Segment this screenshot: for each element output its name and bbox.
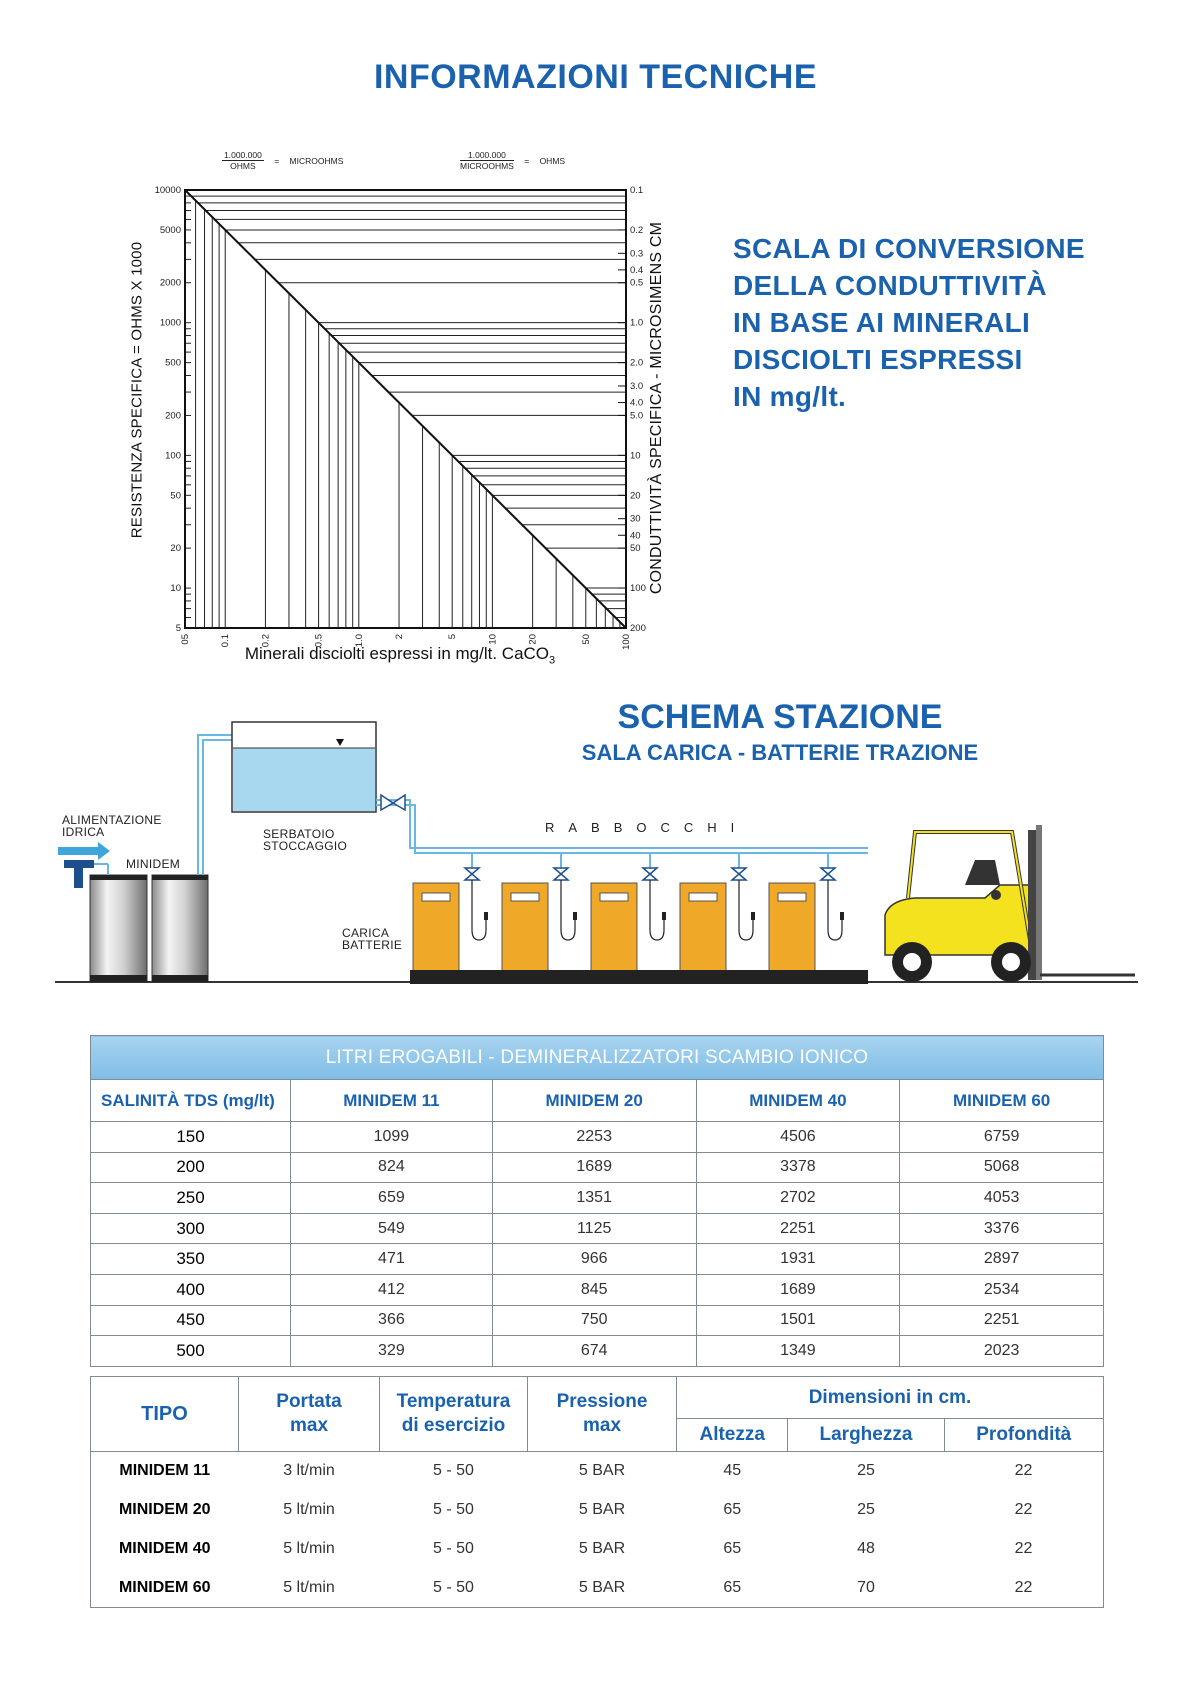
table-cell: 22 [1014, 1501, 1033, 1519]
table-cell: 845 [492, 1274, 696, 1305]
schema-subtitle: SALA CARICA - BATTERIE TRAZIONE [581, 740, 979, 765]
refill-hose [739, 880, 753, 940]
hose-nozzle [751, 912, 755, 920]
liters-table-body [91, 1122, 1104, 1367]
col-header-portata: Portata max [239, 1377, 380, 1452]
storage-tank [232, 722, 376, 812]
y2-tick-label: 1.0 [630, 317, 644, 329]
formula-right-result: OHMS [539, 155, 566, 166]
x-tick-label: 1.0 [353, 634, 365, 648]
y2-tick-label: 3.0 [630, 380, 644, 392]
page-title: INFORMAZIONI TECNICHE [373, 58, 818, 96]
col-header: MINIDEM 60 [900, 1080, 1104, 1122]
col-header-dimensioni: Dimensioni in cm. [677, 1377, 1104, 1419]
table-cell: 4506 [696, 1122, 900, 1153]
y-tick-label: 5000 [159, 224, 181, 236]
y2-tick-label: 0.3 [630, 248, 644, 260]
table-row [91, 1213, 1104, 1244]
col-header-profondita: Profondità [944, 1419, 1103, 1452]
table-cell: MINIDEM 20 [118, 1501, 211, 1519]
y2-tick-label: 30 [630, 513, 641, 525]
table-cell: 659 [291, 1183, 493, 1214]
table-cell: 1351 [492, 1183, 696, 1214]
battery-base [410, 970, 868, 984]
table-cell: MINIDEM 60 [118, 1578, 211, 1596]
table-cell: 25 [857, 1501, 875, 1519]
table-cell: 5 BAR [578, 1501, 626, 1519]
refill-hose [828, 880, 842, 940]
y2-tick-label: 0.4 [630, 264, 644, 276]
scale-title-line: DELLA CONDUTTIVITÀ [733, 270, 1047, 301]
scale-title-line: DISCIOLTI ESPRESSI [733, 344, 1023, 375]
table-cell: 1931 [696, 1244, 900, 1275]
table-cell: 5 - 50 [433, 1462, 474, 1480]
scale-title-line: SCALA DI CONVERSIONE [733, 233, 1085, 264]
table-cell: 22 [1014, 1539, 1033, 1557]
arrow-icon [58, 842, 110, 860]
table-row [91, 1452, 1104, 1491]
formula-left-denominator: OHMS [230, 161, 256, 171]
x-tick-label: 0.5 [313, 634, 325, 648]
x-tick-label: 20 [527, 634, 539, 645]
table-row [91, 1244, 1104, 1275]
col-header: MINIDEM 11 [291, 1080, 493, 1122]
table-cell: 2253 [492, 1122, 696, 1153]
liters-table-caption: LITRI EROGABILI - DEMINERALIZZATORI SCAMBIO IONICO [91, 1036, 1104, 1080]
col-header-pressione: Pressione max [528, 1377, 677, 1452]
feed-pipe [198, 735, 232, 875]
table-row [91, 1274, 1104, 1305]
formula-left-numerator: 1.000.000 [224, 150, 262, 160]
table-cell: 48 [857, 1539, 875, 1557]
table-cell: 3376 [900, 1213, 1104, 1244]
y2-tick-label: 0.1 [630, 185, 644, 196]
table-cell: 5068 [900, 1152, 1104, 1183]
table-cell: 5 - 50 [433, 1578, 474, 1596]
table-cell: 3 lt/min [283, 1462, 335, 1480]
table-cell: 350 [91, 1244, 291, 1275]
table-cell: 200 [91, 1152, 291, 1183]
x-tick-label: 0.2 [260, 634, 272, 648]
table-cell: 1689 [696, 1274, 900, 1305]
y2-tick-label: 4.0 [630, 397, 644, 409]
scale-title-line: IN mg/lt. [733, 381, 847, 412]
y2-tick-label: 2.0 [630, 357, 644, 369]
table-cell: 45 [723, 1462, 742, 1480]
table-cell: 65 [723, 1539, 742, 1557]
refill-hose [650, 880, 664, 940]
liters-table [90, 1035, 1104, 1367]
table-cell: 750 [492, 1305, 696, 1336]
table-cell: 2897 [900, 1244, 1104, 1275]
specs-table [90, 1376, 1104, 1608]
table-cell: 1099 [291, 1122, 493, 1153]
table-cell: 500 [91, 1336, 291, 1367]
table-cell: 25 [857, 1462, 875, 1480]
table-cell: 22 [1014, 1462, 1033, 1480]
scale-title-line: IN BASE AI MINERALI [733, 307, 1031, 338]
table-row [91, 1183, 1104, 1214]
forklift-icon [885, 825, 1135, 982]
y2-tick-label: 20 [630, 490, 641, 502]
table-cell: 5 lt/min [283, 1539, 335, 1557]
y-tick-label: 10 [170, 583, 181, 595]
battery-label-plate [778, 893, 806, 901]
table-row [91, 1336, 1104, 1367]
y2-tick-label: 10 [630, 450, 641, 462]
label-rabbocchi: RABBOCCHI [545, 820, 749, 835]
label-minidem: MINIDEM [126, 857, 181, 871]
table-cell: 22 [1014, 1578, 1033, 1596]
y2-tick-label: 100 [630, 583, 646, 595]
y-tick-label: 200 [165, 410, 181, 422]
table-row [91, 1491, 1104, 1530]
table-cell: 4053 [900, 1183, 1104, 1214]
refill-hose [561, 880, 575, 940]
valve-icon [643, 868, 657, 880]
valve-icon [554, 868, 568, 880]
col-header: MINIDEM 40 [696, 1080, 900, 1122]
table-cell: 70 [857, 1578, 875, 1596]
table-cell: 1501 [696, 1305, 900, 1336]
formula-left-result: MICROOHMS [289, 155, 344, 166]
table-cell: 65 [723, 1578, 742, 1596]
table-cell: 1689 [492, 1152, 696, 1183]
label-carica: CARICA BATTERIE [342, 926, 403, 952]
y2-tick-label: 40 [630, 530, 641, 542]
y-tick-label: 500 [165, 357, 181, 369]
table-row [91, 1530, 1104, 1569]
col-header: SALINITÀ TDS (mg/lt) [91, 1080, 291, 1122]
table-cell: 329 [291, 1336, 493, 1367]
col-header-tipo: TIPO [91, 1377, 239, 1452]
schema-title: SCHEMA STAZIONE [617, 698, 943, 736]
y-tick-label: 20 [170, 543, 181, 555]
table-cell: 5 - 50 [433, 1539, 474, 1557]
y-tick-label: 100 [165, 450, 181, 462]
table-row [91, 1122, 1104, 1153]
x-tick-label: 0.1 [220, 634, 232, 648]
table-cell: 2251 [900, 1305, 1104, 1336]
table-row [91, 1305, 1104, 1336]
y-tick-label: 1000 [159, 317, 181, 329]
y2-tick-label: 0.2 [630, 224, 644, 236]
valve-icon [465, 868, 479, 880]
formula-left-equals: = [274, 155, 280, 166]
hose-nozzle [662, 912, 666, 920]
y2-tick-label: 50 [630, 543, 641, 555]
col-header-temperatura: Temperatura di esercizio [380, 1377, 528, 1452]
minidem-units [64, 857, 208, 982]
table-cell: 966 [492, 1244, 696, 1275]
table-cell: 5 BAR [578, 1539, 626, 1557]
table-cell: 674 [492, 1336, 696, 1367]
hose-nozzle [840, 912, 844, 920]
table-cell: 5 - 50 [433, 1501, 474, 1519]
x-tick-label: 100 [621, 634, 632, 650]
x-tick-label: 2 [394, 634, 406, 640]
table-cell: 1125 [492, 1213, 696, 1244]
table-cell: 2251 [696, 1213, 900, 1244]
valve-icon [381, 795, 405, 810]
table-cell: 5 BAR [578, 1462, 626, 1480]
chart-y-axis-label: RESISTENZA SPECIFICA = OHMS X 1000 [128, 241, 146, 539]
x-tick-label: 50 [580, 634, 592, 645]
battery-label-plate [511, 893, 539, 901]
table-cell: 549 [291, 1213, 493, 1244]
table-cell: 5 BAR [578, 1578, 626, 1596]
table-cell: 300 [91, 1213, 291, 1244]
col-header-altezza: Altezza [677, 1419, 788, 1452]
table-cell: 2023 [900, 1336, 1104, 1367]
x-tick-label: 10 [487, 634, 499, 645]
x-tick-label: 5 [447, 634, 459, 640]
table-cell: 400 [91, 1274, 291, 1305]
refill-hose [472, 880, 486, 940]
formula-right-numerator: 1.000.000 [460, 150, 514, 161]
table-cell: 3378 [696, 1152, 900, 1183]
table-cell: 2702 [696, 1183, 900, 1214]
y-tick-label: 50 [170, 490, 181, 502]
chart-y2-axis-label: CONDUTTIVITÀ SPECIFICA - MICROSIMENS CM [648, 221, 665, 595]
y-tick-label: 5 [175, 623, 181, 634]
valve-icon [821, 868, 835, 880]
y2-tick-label: 0.5 [630, 277, 644, 289]
col-header-larghezza: Larghezza [788, 1419, 944, 1452]
col-header: MINIDEM 20 [492, 1080, 696, 1122]
battery-label-plate [422, 893, 450, 901]
battery-label-plate [689, 893, 717, 901]
table-row [91, 1152, 1104, 1183]
table-cell: 412 [291, 1274, 493, 1305]
specs-table-body [91, 1452, 1104, 1608]
table-cell: 5 lt/min [283, 1501, 335, 1519]
y2-tick-label: 200 [630, 623, 646, 634]
table-cell: 65 [723, 1501, 742, 1519]
battery-group [413, 853, 844, 971]
table-cell: 6759 [900, 1122, 1104, 1153]
table-cell: 366 [291, 1305, 493, 1336]
label-alimentazione: ALIMENTAZIONE IDRICA [62, 813, 162, 839]
table-cell: 471 [291, 1244, 493, 1275]
y-tick-label: 10000 [154, 185, 181, 196]
formula-right-denominator: MICROOHMS [460, 161, 514, 171]
table-cell: 2534 [900, 1274, 1104, 1305]
table-cell: 1349 [696, 1336, 900, 1367]
hose-nozzle [484, 912, 488, 920]
formula-right-equals: = [524, 155, 530, 166]
table-cell: MINIDEM 40 [118, 1539, 211, 1557]
valve-icon [732, 868, 746, 880]
table-cell: 450 [91, 1305, 291, 1336]
y-tick-label: 2000 [159, 277, 181, 289]
battery-label-plate [600, 893, 628, 901]
table-cell: 150 [91, 1122, 291, 1153]
y2-tick-label: 5.0 [630, 410, 644, 422]
hose-nozzle [573, 912, 577, 920]
table-cell: 250 [91, 1183, 291, 1214]
table-cell: 5 lt/min [283, 1578, 335, 1596]
label-serbatoio: SERBATOIO STOCCAGGIO [263, 827, 348, 853]
table-cell: MINIDEM 11 [119, 1462, 211, 1480]
x-tick-label: 05 [180, 634, 191, 645]
chart-x-axis-label: Minerali disciolti espressi in mg/lt. CaCO$_3$ [244, 644, 556, 667]
table-row [91, 1568, 1104, 1607]
table-cell: 824 [291, 1152, 493, 1183]
